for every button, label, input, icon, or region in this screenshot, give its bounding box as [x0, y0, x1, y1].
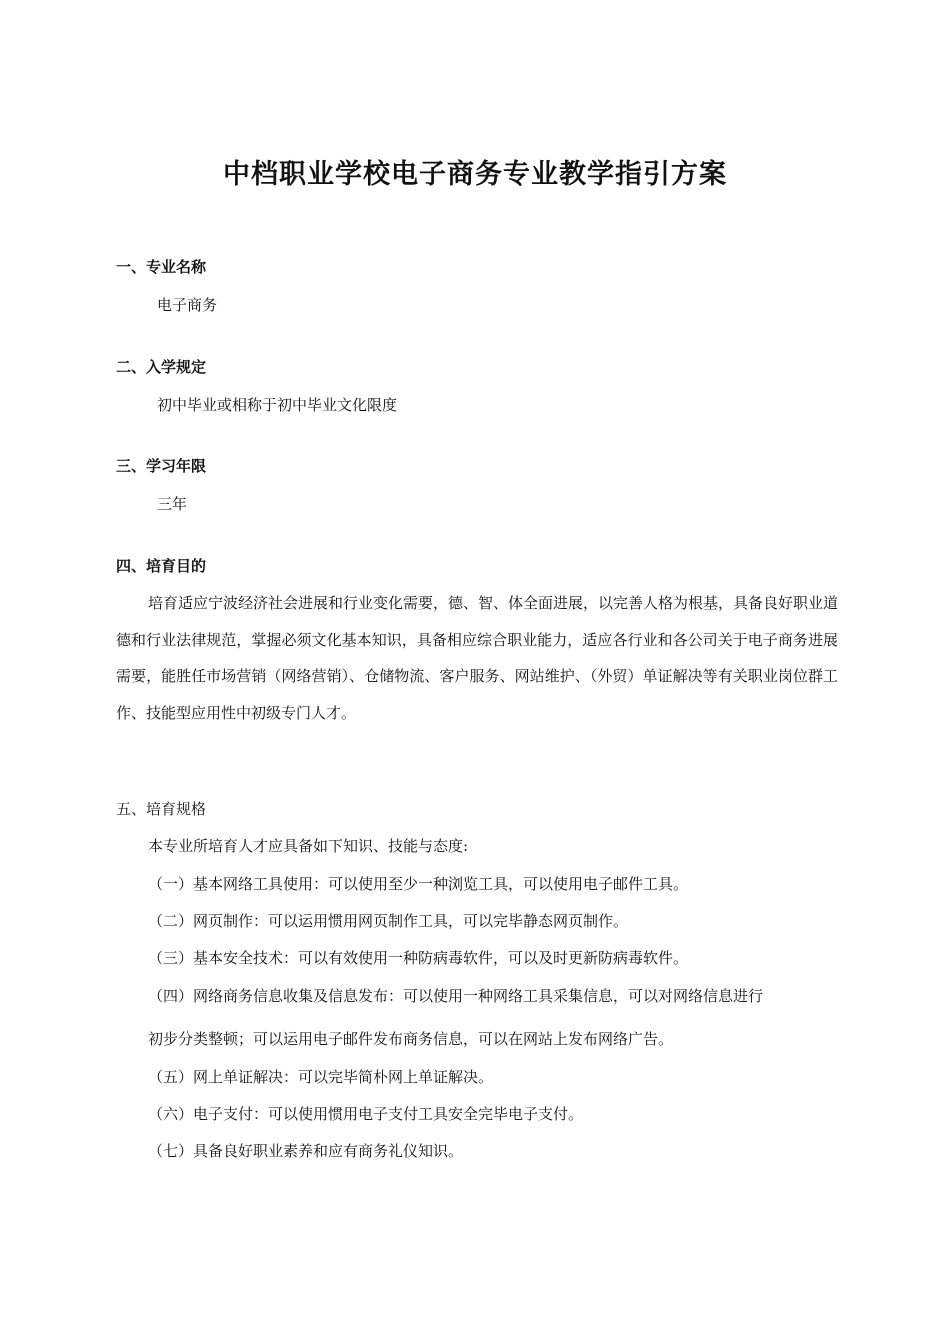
section-heading-major-name: 一、专业名称: [116, 258, 207, 276]
section-heading-admission: 二、入学规定: [116, 358, 207, 376]
section-content-admission: 初中毕业或相称于初中毕业文化限度: [157, 396, 398, 414]
skill-item: （四）网络商务信息收集及信息发布：可以使用一种网络工具采集信息，可以对网络信息进行: [148, 987, 764, 1005]
section-content-duration: 三年: [157, 495, 188, 513]
skill-item: （七）具备良好职业素养和应有商务礼仪知识。: [148, 1142, 464, 1160]
section-heading-specification: 五、培育规格: [116, 800, 207, 818]
skill-item: （二）网页制作：可以运用惯用网页制作工具，可以完毕静态网页制作。: [148, 912, 629, 930]
section-content-major-name: 电子商务: [157, 296, 218, 314]
skill-item: （一）基本网络工具使用：可以使用至少一种浏览工具，可以使用电子邮件工具。: [148, 875, 689, 893]
document-title: 中档职业学校电子商务专业教学指引方案: [223, 159, 727, 190]
skill-item: （五）网上单证解决：可以完毕简朴网上单证解决。: [148, 1068, 494, 1086]
section-content-objective: 培育适应宁波经济社会进展和行业变化需要，德、智、体全面进展，以完善人格为根基，具备良好职业道德和行业法律规范，掌握必须文化基本知识，具备相应综合职业能力，适应各行业和各公司关于电子商务进展需要，能胜任市场营销（网络营销）、仓储物流、客户服务、网站维护、（外贸）单证解决等有关职业岗位群工作、技能型应用性中初级专门人才。: [116, 594, 839, 722]
skill-item: （三）基本安全技术：可以有效使用一种防病毒软件，可以及时更新防病毒软件。: [148, 949, 689, 967]
section-heading-duration: 三、学习年限: [116, 457, 207, 475]
skill-item: （六）电子支付：可以使用惯用电子支付工具安全完毕电子支付。: [148, 1105, 584, 1123]
section-heading-objective: 四、培育目的: [116, 557, 207, 575]
skill-item-continued: 初步分类整顿；可以运用电子邮件发布商务信息，可以在网站上发布网络广告。: [148, 1030, 674, 1048]
specification-intro: 本专业所培育人才应具备如下知识、技能与态度:: [148, 837, 469, 855]
